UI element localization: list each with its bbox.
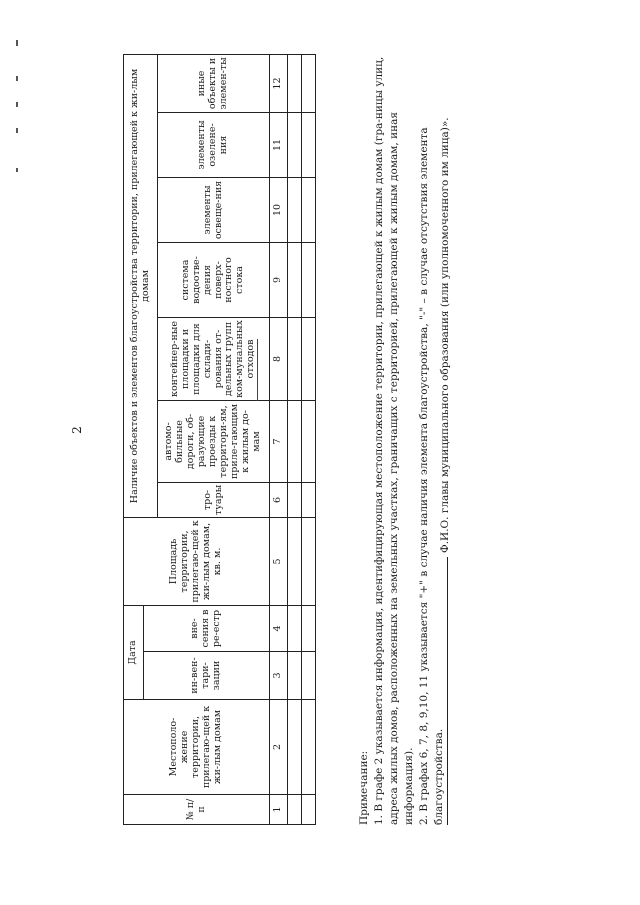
column-number: 7	[270, 401, 288, 483]
header-date: Дата	[124, 606, 144, 700]
column-number: 3	[270, 652, 288, 700]
header-location: Местополо-жение территории, прилегаю-щей к жи-лым домам	[124, 700, 270, 795]
notes-title: Примечание:	[358, 750, 370, 825]
signature-row	[439, 55, 465, 825]
column-number: 4	[270, 606, 288, 652]
header-date-registry: вне-сения в ре-естр	[144, 606, 270, 652]
header-area: Площадь территории, прилегаю-щей к жи-лым домам, кв. м.	[124, 518, 270, 606]
column-number: 5	[270, 518, 288, 606]
header-sidewalks: тро-туары	[158, 483, 270, 518]
column-number: 12	[270, 54, 288, 112]
header-roads: автомо-бильные дороги, об-разующие проезды к территори-ям, приле-гающим к жилым до-мам	[158, 401, 270, 483]
empty-row	[288, 54, 302, 824]
signature-label: Ф.И.О. главы муниципального образования (или уполномоченного им лица)».	[439, 117, 451, 553]
header-date-inventory: ин-вен-тари-зации	[144, 652, 270, 700]
inventory-table	[123, 54, 316, 825]
column-number: 1	[270, 795, 288, 825]
signature-line	[447, 557, 448, 825]
scan-marks	[10, 40, 26, 180]
column-number-row	[270, 54, 288, 824]
note-2: 2. В графах 6, 7, 8, 9,10, 11 указывается "+" в случае наличия элемента благоустройства, "-" – в случае отсутствия элемента благоустройства.	[417, 127, 445, 825]
empty-row	[302, 54, 316, 824]
page-number: 2	[69, 426, 84, 434]
header-other: иные объекты и элемен-ты	[158, 54, 270, 112]
header-lighting: элементы освеще-ния	[158, 178, 270, 243]
notes	[357, 55, 446, 825]
column-number: 9	[270, 243, 288, 318]
column-number: 8	[270, 318, 288, 401]
separator-line	[257, 339, 258, 401]
column-number: 11	[270, 113, 288, 178]
header-landscaping: элементы озелене-ния	[158, 113, 270, 178]
column-number: 6	[270, 483, 288, 518]
note-1: 1. В графе 2 указывается информация, идентифицирующая местоположение территории, прилегающей к жилым домам (гра-ницы улиц, адреса жилых домов, расположенных на земельных участках, граничащих с территорией, прилегающей к жилым домам, иная информация).	[372, 56, 415, 825]
column-number: 2	[270, 700, 288, 795]
header-num: № п/п	[124, 795, 270, 825]
column-number: 10	[270, 178, 288, 243]
header-presence: Наличие объектов и элементов благоустройства территории, прилегающей к жи-лым домам	[124, 54, 158, 517]
header-containers: контейнер-ные площадки и площадки для склади-рования от-дельных групп ком-мунальных отходов	[158, 318, 270, 401]
header-drainage: система водоотве-дения поверх-ностного стока	[158, 243, 270, 318]
rotated-content	[123, 55, 468, 825]
